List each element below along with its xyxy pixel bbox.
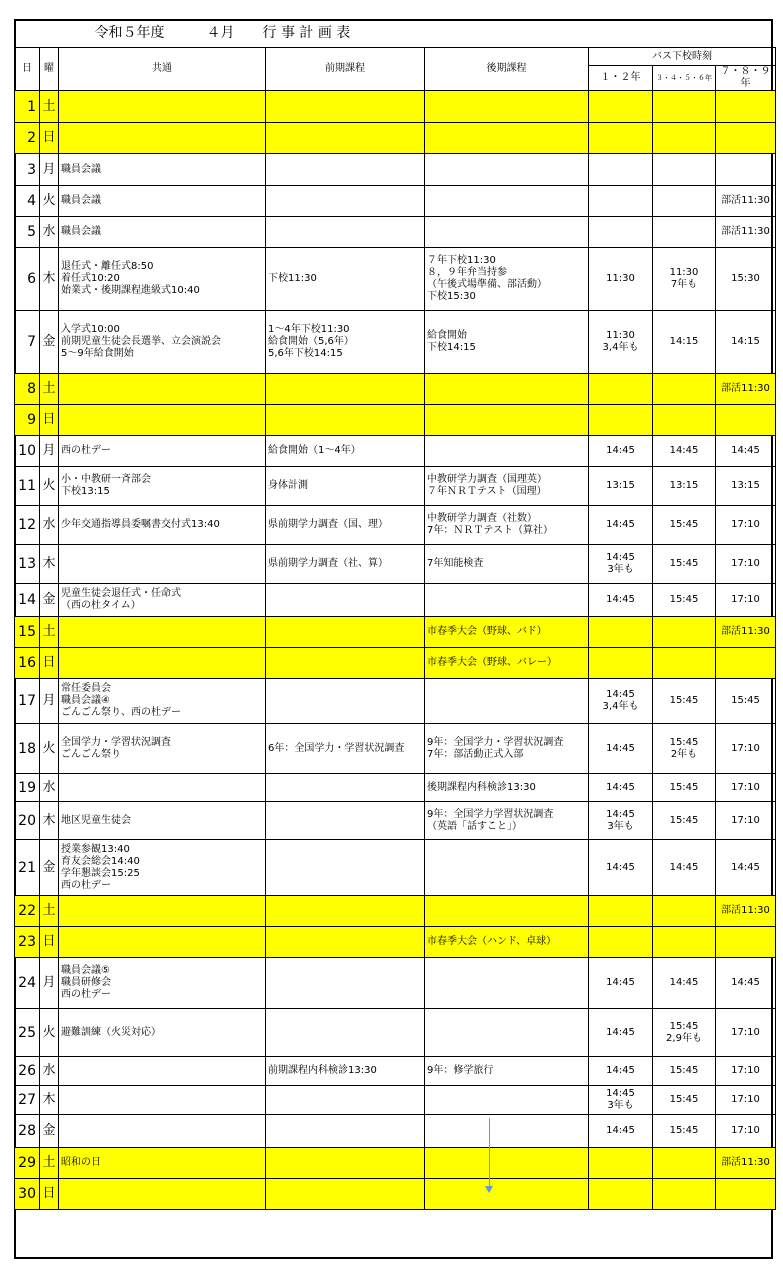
bus-g789-cell xyxy=(716,123,776,154)
day-cell: 2 xyxy=(15,123,40,154)
bus-g3456-cell xyxy=(653,405,716,436)
bus-g789-cell: 13:15 xyxy=(716,467,776,506)
bus-g3456-cell xyxy=(653,123,716,154)
early-cell xyxy=(266,1179,425,1210)
dow-cell: 金 xyxy=(40,584,59,617)
late-cell: 7年知能検査 xyxy=(425,545,589,584)
common-cell xyxy=(59,1057,266,1086)
early-cell xyxy=(266,154,425,186)
common-cell: 避難訓練（火災対応） xyxy=(59,1009,266,1057)
bus-g12-cell xyxy=(589,648,653,679)
early-cell xyxy=(266,217,425,248)
late-cell xyxy=(425,374,589,405)
late-cell xyxy=(425,840,589,896)
common-cell: 退任式・離任式8:50 着任式10:20 始業式・後期課程進級式10:40 xyxy=(59,248,266,311)
bus-g12-cell xyxy=(589,154,653,186)
bus-g12-cell: 11:30 3,4年も xyxy=(589,311,653,374)
dow-cell: 土 xyxy=(40,374,59,405)
day-cell: 4 xyxy=(15,186,40,217)
bus-g12-cell: 14:45 xyxy=(589,1009,653,1057)
early-cell xyxy=(266,186,425,217)
common-cell xyxy=(59,405,266,436)
bus-g12-cell: 14:45 xyxy=(589,584,653,617)
day-cell: 16 xyxy=(15,648,40,679)
early-cell xyxy=(266,1086,425,1115)
table-row xyxy=(15,186,776,217)
table-row xyxy=(15,802,776,840)
dow-cell: 木 xyxy=(40,1086,59,1115)
late-cell: 給食開始 下校14:15 xyxy=(425,311,589,374)
table-row xyxy=(15,958,776,1009)
bus-g789-cell xyxy=(716,1179,776,1210)
bus-g12-cell xyxy=(589,217,653,248)
early-cell: 身体計測 xyxy=(266,467,425,506)
common-cell: 地区児童生徒会 xyxy=(59,802,266,840)
common-cell xyxy=(59,1115,266,1148)
day-cell: 21 xyxy=(15,840,40,896)
bus-g789-cell xyxy=(716,648,776,679)
bus-g789-cell: 部活11:30 xyxy=(716,374,776,405)
bus-g789-cell: 17:10 xyxy=(716,584,776,617)
bus-g789-cell: 部活11:30 xyxy=(716,1148,776,1179)
late-cell xyxy=(425,1148,589,1179)
table-row xyxy=(15,1086,776,1115)
common-cell xyxy=(59,123,266,154)
dow-cell: 土 xyxy=(40,896,59,927)
day-cell: 18 xyxy=(15,724,40,774)
bus-g789-cell xyxy=(716,927,776,958)
arrow-icon xyxy=(489,1118,490,1191)
title-row xyxy=(15,19,776,48)
bus-g12-cell: 14:45 3,4年も xyxy=(589,679,653,724)
early-cell xyxy=(266,617,425,648)
table-row xyxy=(15,679,776,724)
table-row xyxy=(15,1148,776,1179)
late-cell xyxy=(425,958,589,1009)
table-row xyxy=(15,1009,776,1057)
bus-g12-cell: 11:30 xyxy=(589,248,653,311)
dow-cell: 火 xyxy=(40,186,59,217)
early-cell xyxy=(266,958,425,1009)
bus-g3456-cell: 15:45 xyxy=(653,774,716,802)
late-cell: 市春季大会（野球、バド） xyxy=(425,617,589,648)
bus-g789-cell: 部活11:30 xyxy=(716,217,776,248)
bus-g789-cell: 17:10 xyxy=(716,774,776,802)
bus-g12-cell: 14:45 3年も xyxy=(589,802,653,840)
common-cell xyxy=(59,927,266,958)
bus-g789-cell: 17:10 xyxy=(716,724,776,774)
common-cell: 職員会議 xyxy=(59,186,266,217)
early-cell xyxy=(266,927,425,958)
common-cell: 常任委員会 職員会議④ ごんごん祭り、西の杜デー xyxy=(59,679,266,724)
dow-cell: 水 xyxy=(40,774,59,802)
dow-cell: 火 xyxy=(40,1009,59,1057)
common-cell xyxy=(59,545,266,584)
bus-g789-cell: 17:10 xyxy=(716,545,776,584)
dow-cell: 木 xyxy=(40,248,59,311)
early-cell: 県前期学力調査（国、理） xyxy=(266,506,425,545)
table-row xyxy=(15,617,776,648)
common-cell xyxy=(59,1086,266,1115)
header-row-1 xyxy=(15,48,776,66)
dow-cell: 日 xyxy=(40,123,59,154)
day-cell: 3 xyxy=(15,154,40,186)
bus-g3456-cell xyxy=(653,1179,716,1210)
bus-g789-cell: 17:10 xyxy=(716,1057,776,1086)
day-cell: 24 xyxy=(15,958,40,1009)
bus-g12-cell xyxy=(589,896,653,927)
bus-g12-cell xyxy=(589,186,653,217)
day-cell: 1 xyxy=(15,91,40,123)
bus-g789-cell: 15:30 xyxy=(716,248,776,311)
bus-g789-cell: 17:10 xyxy=(716,1115,776,1148)
bus-g3456-cell xyxy=(653,617,716,648)
early-cell xyxy=(266,91,425,123)
common-cell: 全国学力・学習状況調査 ごんごん祭り xyxy=(59,724,266,774)
bus-g789-cell: 14:45 xyxy=(716,436,776,467)
dow-cell: 土 xyxy=(40,1148,59,1179)
bus-g789-cell: 17:10 xyxy=(716,506,776,545)
early-cell xyxy=(266,584,425,617)
bus-g3456-cell: 15:45 2,9年も xyxy=(653,1009,716,1057)
day-cell: 29 xyxy=(15,1148,40,1179)
bus-g3456-cell xyxy=(653,1148,716,1179)
day-cell: 11 xyxy=(15,467,40,506)
table-row xyxy=(15,506,776,545)
bus-g789-cell: 14:15 xyxy=(716,311,776,374)
day-cell: 20 xyxy=(15,802,40,840)
day-cell: 19 xyxy=(15,774,40,802)
bus-g789-cell xyxy=(716,91,776,123)
late-cell xyxy=(425,186,589,217)
late-cell xyxy=(425,405,589,436)
dow-cell: 月 xyxy=(40,679,59,724)
header-bus-g3456: ３・４・５・６年 xyxy=(653,66,716,91)
bus-g12-cell: 14:45 xyxy=(589,724,653,774)
common-cell xyxy=(59,374,266,405)
bus-g3456-cell: 14:45 xyxy=(653,436,716,467)
day-cell: 25 xyxy=(15,1009,40,1057)
late-cell xyxy=(425,436,589,467)
day-cell: 8 xyxy=(15,374,40,405)
bus-g3456-cell: 15:45 xyxy=(653,584,716,617)
bus-g12-cell: 14:45 xyxy=(589,774,653,802)
bus-g3456-cell: 15:45 xyxy=(653,506,716,545)
table-row xyxy=(15,1057,776,1086)
bus-g3456-cell: 14:15 xyxy=(653,311,716,374)
table-row xyxy=(15,436,776,467)
dow-cell: 金 xyxy=(40,1115,59,1148)
day-cell: 30 xyxy=(15,1179,40,1210)
common-cell: 少年交通指導員委嘱書交付式13:40 xyxy=(59,506,266,545)
bus-g789-cell: 部活11:30 xyxy=(716,186,776,217)
bus-g3456-cell: 15:45 xyxy=(653,802,716,840)
bus-g3456-cell: 15:45 xyxy=(653,1057,716,1086)
common-cell: 小・中教研一斉部会 下校13:15 xyxy=(59,467,266,506)
header-bus-g789: ７・８・９年 xyxy=(716,66,776,91)
early-cell: 6年：全国学力・学習状況調査 xyxy=(266,724,425,774)
table-row xyxy=(15,248,776,311)
early-cell xyxy=(266,405,425,436)
bus-g3456-cell xyxy=(653,648,716,679)
day-cell: 10 xyxy=(15,436,40,467)
day-cell: 15 xyxy=(15,617,40,648)
dow-cell: 金 xyxy=(40,311,59,374)
header-bus-g12: １・２年 xyxy=(589,66,653,91)
bus-g789-cell xyxy=(716,405,776,436)
bus-g3456-cell: 15:45 xyxy=(653,545,716,584)
common-cell xyxy=(59,774,266,802)
bus-g789-cell: 15:45 xyxy=(716,679,776,724)
day-cell: 28 xyxy=(15,1115,40,1148)
bus-g12-cell xyxy=(589,1148,653,1179)
table-row xyxy=(15,374,776,405)
common-cell: 職員会議 xyxy=(59,154,266,186)
day-cell: 13 xyxy=(15,545,40,584)
early-cell xyxy=(266,840,425,896)
bus-g12-cell: 14:45 xyxy=(589,1057,653,1086)
late-cell xyxy=(425,217,589,248)
late-cell: 市春季大会（ハンド、卓球） xyxy=(425,927,589,958)
header-early: 前期課程 xyxy=(266,48,425,91)
late-cell: 9年：全国学力・学習状況調査 7年：部活動正式入部 xyxy=(425,724,589,774)
bus-g3456-cell: 15:45 xyxy=(653,1115,716,1148)
late-cell: 市春季大会（野球、バレー） xyxy=(425,648,589,679)
late-cell xyxy=(425,896,589,927)
bus-g12-cell: 14:45 3年も xyxy=(589,545,653,584)
bus-g12-cell xyxy=(589,927,653,958)
bus-g789-cell: 部活11:30 xyxy=(716,896,776,927)
common-cell xyxy=(59,91,266,123)
bus-g3456-cell: 15:45 xyxy=(653,1086,716,1115)
early-cell xyxy=(266,896,425,927)
day-cell: 27 xyxy=(15,1086,40,1115)
dow-cell: 木 xyxy=(40,802,59,840)
header-late: 後期課程 xyxy=(425,48,589,91)
common-cell: 職員会議 xyxy=(59,217,266,248)
late-cell xyxy=(425,1115,589,1148)
common-cell: 昭和の日 xyxy=(59,1148,266,1179)
bus-g3456-cell: 14:45 xyxy=(653,840,716,896)
table-row xyxy=(15,311,776,374)
header-day: 日 xyxy=(15,48,40,91)
table-row xyxy=(15,896,776,927)
day-cell: 7 xyxy=(15,311,40,374)
early-cell xyxy=(266,774,425,802)
bus-g3456-cell xyxy=(653,186,716,217)
early-cell xyxy=(266,1009,425,1057)
late-cell xyxy=(425,91,589,123)
bus-g12-cell xyxy=(589,123,653,154)
bus-g3456-cell: 11:30 7年も xyxy=(653,248,716,311)
dow-cell: 水 xyxy=(40,506,59,545)
late-cell: ７年下校11:30 ８，９年弁当持参 （午後式場準備、部活動） 下校15:30 xyxy=(425,248,589,311)
table-row xyxy=(15,467,776,506)
table-row xyxy=(15,123,776,154)
bus-g789-cell: 部活11:30 xyxy=(716,617,776,648)
late-cell xyxy=(425,123,589,154)
late-cell xyxy=(425,1179,589,1210)
early-cell xyxy=(266,679,425,724)
bus-g12-cell: 13:15 xyxy=(589,467,653,506)
early-cell: 下校11:30 xyxy=(266,248,425,311)
common-cell xyxy=(59,1179,266,1210)
common-cell: 西の杜デー xyxy=(59,436,266,467)
day-cell: 14 xyxy=(15,584,40,617)
late-cell: 中教研学力調査（国理英） ７年ＮＲＴテスト（国理） xyxy=(425,467,589,506)
early-cell xyxy=(266,123,425,154)
day-cell: 6 xyxy=(15,248,40,311)
dow-cell: 金 xyxy=(40,840,59,896)
bus-g789-cell: 17:10 xyxy=(716,1009,776,1057)
dow-cell: 月 xyxy=(40,958,59,1009)
bus-g12-cell xyxy=(589,405,653,436)
late-cell xyxy=(425,679,589,724)
bus-g3456-cell xyxy=(653,896,716,927)
common-cell: 授業参観13:40 育友会総会14:40 学年懇談会15:25 西の杜デー xyxy=(59,840,266,896)
bus-g3456-cell: 13:15 xyxy=(653,467,716,506)
late-cell: 9年：全国学力学習状況調査 （英語「話すこと」） xyxy=(425,802,589,840)
dow-cell: 月 xyxy=(40,436,59,467)
dow-cell: 月 xyxy=(40,154,59,186)
common-cell xyxy=(59,896,266,927)
common-cell xyxy=(59,617,266,648)
table-row xyxy=(15,648,776,679)
late-cell xyxy=(425,154,589,186)
table-row xyxy=(15,91,776,123)
dow-cell: 土 xyxy=(40,91,59,123)
early-cell xyxy=(266,802,425,840)
table-row xyxy=(15,405,776,436)
table-row xyxy=(15,1179,776,1210)
dow-cell: 水 xyxy=(40,217,59,248)
dow-cell: 日 xyxy=(40,927,59,958)
common-cell: 入学式10:00 前期児童生徒会長選挙、立会演説会 5～9年給食開始 xyxy=(59,311,266,374)
dow-cell: 火 xyxy=(40,467,59,506)
table-row xyxy=(15,154,776,186)
table-row xyxy=(15,724,776,774)
day-cell: 12 xyxy=(15,506,40,545)
day-cell: 26 xyxy=(15,1057,40,1086)
bus-g3456-cell xyxy=(653,374,716,405)
dow-cell: 日 xyxy=(40,1179,59,1210)
bus-g3456-cell xyxy=(653,217,716,248)
bus-g12-cell xyxy=(589,617,653,648)
bus-g789-cell xyxy=(716,154,776,186)
common-cell xyxy=(59,648,266,679)
common-cell: 職員会議⑤ 職員研修会 西の杜デー xyxy=(59,958,266,1009)
day-cell: 5 xyxy=(15,217,40,248)
dow-cell: 水 xyxy=(40,1057,59,1086)
bus-g12-cell: 14:45 xyxy=(589,840,653,896)
table-row xyxy=(15,217,776,248)
bus-g12-cell xyxy=(589,374,653,405)
late-cell: 9年：修学旅行 xyxy=(425,1057,589,1086)
dow-cell: 木 xyxy=(40,545,59,584)
table-row xyxy=(15,584,776,617)
day-cell: 17 xyxy=(15,679,40,724)
schedule-table xyxy=(14,19,776,1210)
late-cell xyxy=(425,1009,589,1057)
late-cell xyxy=(425,1086,589,1115)
dow-cell: 火 xyxy=(40,724,59,774)
bus-g3456-cell xyxy=(653,154,716,186)
day-cell: 9 xyxy=(15,405,40,436)
late-cell: 後期課程内科検診13:30 xyxy=(425,774,589,802)
dow-cell: 日 xyxy=(40,648,59,679)
late-cell: 中教研学力調査（社数） 7年：ＮＲＴテスト（算社） xyxy=(425,506,589,545)
bus-g789-cell: 17:10 xyxy=(716,802,776,840)
bus-g789-cell: 17:10 xyxy=(716,1086,776,1115)
bus-g3456-cell: 15:45 xyxy=(653,679,716,724)
early-cell xyxy=(266,1148,425,1179)
bus-g12-cell xyxy=(589,1179,653,1210)
bus-g12-cell: 14:45 xyxy=(589,436,653,467)
early-cell xyxy=(266,374,425,405)
early-cell xyxy=(266,648,425,679)
bus-g12-cell: 14:45 xyxy=(589,958,653,1009)
header-common: 共通 xyxy=(59,48,266,91)
bus-g12-cell: 14:45 xyxy=(589,1115,653,1148)
dow-cell: 土 xyxy=(40,617,59,648)
table-row xyxy=(15,840,776,896)
table-row xyxy=(15,927,776,958)
late-cell xyxy=(425,584,589,617)
bus-g3456-cell xyxy=(653,927,716,958)
table-row xyxy=(15,1115,776,1148)
header-dow: 曜 xyxy=(40,48,59,91)
table-row xyxy=(15,774,776,802)
early-cell xyxy=(266,1115,425,1148)
common-cell: 児童生徒会退任式・任命式 （西の杜タイム） xyxy=(59,584,266,617)
dow-cell: 日 xyxy=(40,405,59,436)
early-cell: 1～4年下校11:30 給食開始（5,6年） 5,6年下校14:15 xyxy=(266,311,425,374)
bus-g3456-cell xyxy=(653,91,716,123)
bus-g3456-cell: 14:45 xyxy=(653,958,716,1009)
bus-g789-cell: 14:45 xyxy=(716,840,776,896)
bus-g789-cell: 14:45 xyxy=(716,958,776,1009)
bus-g12-cell xyxy=(589,91,653,123)
header-bus: バス下校時刻 xyxy=(589,48,776,66)
bus-g12-cell: 14:45 3年も xyxy=(589,1086,653,1115)
bus-g12-cell: 14:45 xyxy=(589,506,653,545)
early-cell: 給食開始（1～4年） xyxy=(266,436,425,467)
table-row xyxy=(15,545,776,584)
page-title: 令和５年度 ４月 行 事 計 画 表 xyxy=(15,19,776,48)
bus-g3456-cell: 15:45 2年も xyxy=(653,724,716,774)
day-cell: 22 xyxy=(15,896,40,927)
day-cell: 23 xyxy=(15,927,40,958)
early-cell: 前期課程内科検診13:30 xyxy=(266,1057,425,1086)
early-cell: 県前期学力調査（社、算） xyxy=(266,545,425,584)
